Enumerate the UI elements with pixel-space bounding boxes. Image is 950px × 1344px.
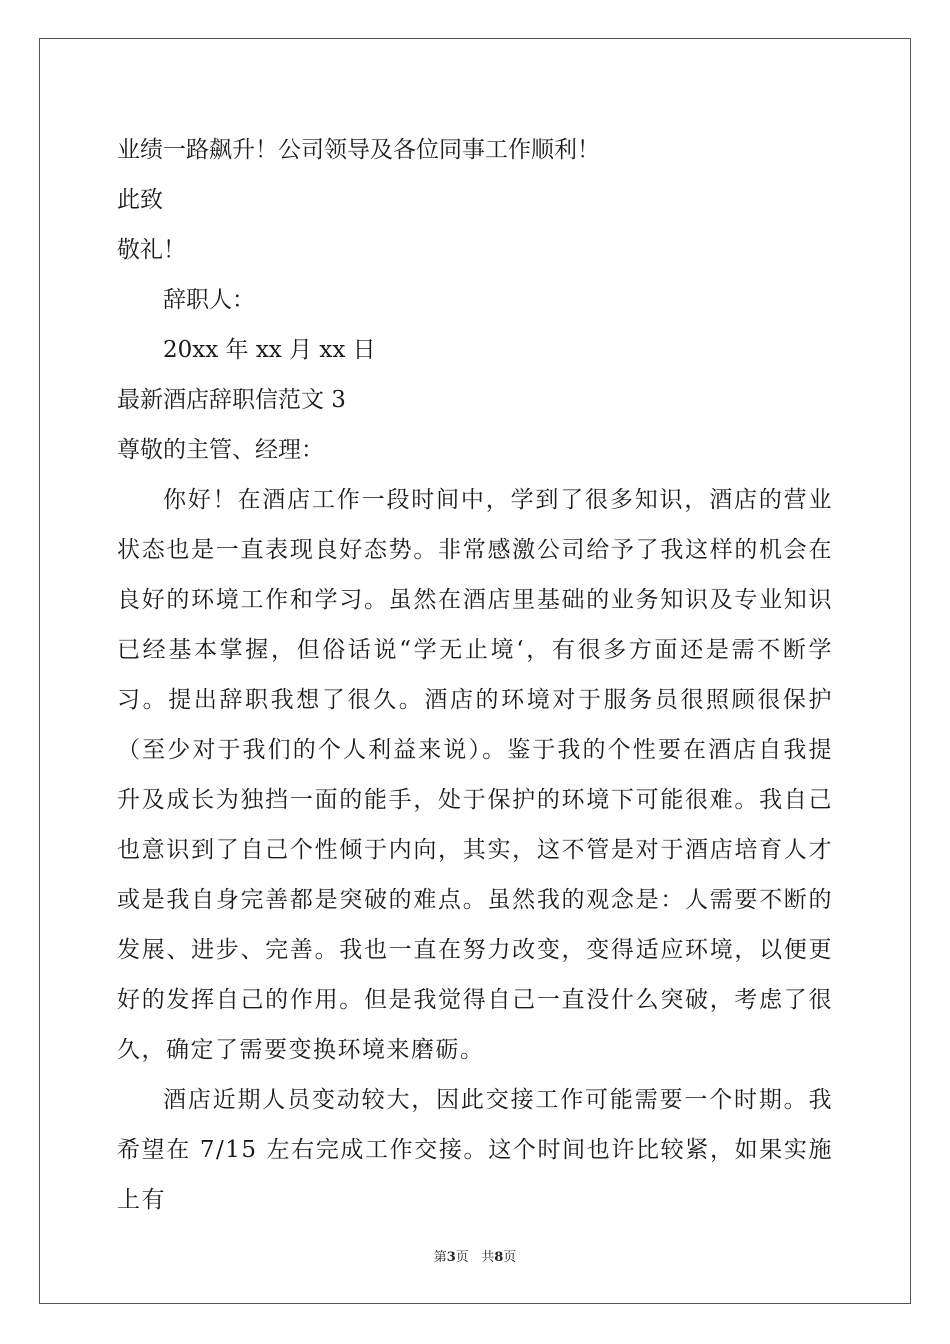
page-footer (0, 1246, 950, 1265)
salutation-line-2: 敬礼！ (117, 237, 186, 263)
total-pages: 8 (494, 1250, 504, 1265)
signature-label: 辞职人： (163, 287, 255, 313)
letter-greeting: 尊敬的主管、经理： (117, 437, 324, 463)
salutation-line-1: 此致 (117, 187, 163, 213)
total-prefix: 共 (481, 1250, 495, 1265)
body-paragraph-2: 酒店近期人员变动较大，因此交接工作可能需要一个时期。我希望在 7/15 左右完成工作交接。这个时间也许比较紧，如果实施上有 (117, 1087, 833, 1213)
letter-title: 最新酒店辞职信范文 3 (117, 387, 346, 413)
page-number: 3 (446, 1250, 456, 1265)
page-prefix: 第 (433, 1250, 447, 1265)
closing-wish-line: 业绩一路飙升！公司领导及各位同事工作顺利！ (117, 137, 600, 163)
total-suffix: 页 (503, 1250, 517, 1265)
document-body (117, 125, 833, 1225)
body-paragraph-1: 你好！在酒店工作一段时间中，学到了很多知识，酒店的营业状态也是一直表现良好态势。非常感激公司给予了我这样的机会在良好的环境工作和学习。虽然在酒店里基础的业务知识及专业知识已经基本掌握，但俗话说“学无止境‘，有很多方面还是需不断学习。提出辞职我想了很久。酒店的环境对于服务员很照顾很保护（至少对于我们的个人利益来说）。鉴于我的个性要在酒店自我提升及成长为独挡一面的能手，处于保护的环境下可能很难。我自己也意识到了自己个性倾于内向，其实，这不管是对于酒店培育人才或是我自身完善都是突破的难点。虽然我的观念是：人需要不断的发展、进步、完善。我也一直在努力改变，变得适应环境，以便更好的发挥自己的作用。但是我觉得自己一直没什么突破，考虑了很久，确定了需要变换环境来磨砺。 (117, 487, 833, 1063)
signature-date: 20xx 年 xx 月 xx 日 (163, 337, 376, 363)
page-suffix: 页 (455, 1250, 469, 1265)
